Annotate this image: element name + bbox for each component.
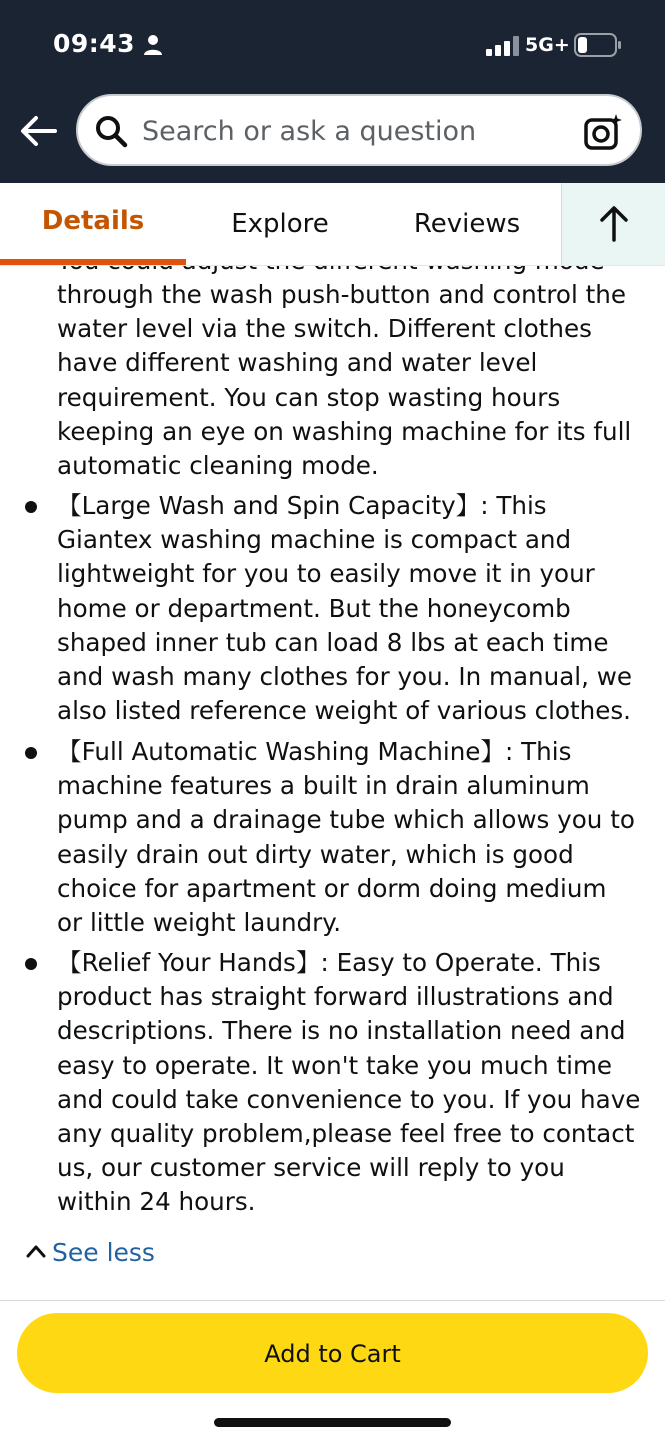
bullet-dot — [25, 747, 37, 759]
description-paragraph: through the wash push-button and control the water level via the switch. Different clothes have different washing and water level requirement. You can stop wasting hours keeping an eye on washing machine for its full automatic cleaning mode. — [57, 280, 632, 481]
network-type: 5G+ — [525, 34, 570, 56]
bullet-item-automatic: 【Full Automatic Washing Machine】: This machine features a built in drain aluminum pump and a drainage tube which allows you to easily drain out dirty water, which is good choice for apartment or dorm doing medium or little weight laundry. — [57, 737, 635, 938]
person-icon — [143, 34, 163, 56]
bottom-action-bar — [0, 1300, 665, 1441]
add-to-cart-button[interactable]: Add to Cart — [17, 1313, 648, 1393]
bullet-dot — [25, 501, 37, 513]
bullet-item-capacity: 【Large Wash and Spin Capacity】: This Giantex washing machine is compact and lightweight for you to easily move it in your home or department. But the honeycomb shaped inner tub can load 8 lbs at each time and wash many clothes for you. In manual, we also listed reference weight of various clothes. — [57, 491, 632, 726]
tab-bar — [0, 183, 665, 266]
tab-reviews[interactable]: Reviews — [413, 209, 521, 239]
search-icon — [94, 114, 128, 148]
see-less-label: See less — [52, 1238, 155, 1267]
search-input[interactable] — [76, 94, 642, 166]
chevron-up-icon — [26, 1244, 46, 1258]
camera-search-icon[interactable] — [584, 112, 624, 150]
bullet-dot — [25, 958, 37, 970]
status-time: 09:43 — [53, 29, 136, 58]
app-header — [0, 0, 665, 183]
tab-details[interactable]: Details — [41, 206, 145, 236]
battery-icon — [574, 33, 622, 57]
home-indicator — [214, 1418, 451, 1427]
scroll-to-top-button[interactable] — [561, 183, 665, 265]
active-tab-indicator — [0, 259, 186, 265]
tab-explore[interactable]: Explore — [231, 209, 329, 239]
see-less-link[interactable] — [26, 1236, 155, 1270]
back-arrow-icon[interactable] — [19, 114, 57, 148]
bullet-item-relief: 【Relief Your Hands】: Easy to Operate. This product has straight forward illustrations and descriptions. There is no installation need and easy to operate. It won't take you much time and could take convenience to you. If you have any quality problem,please feel free to contact us, our customer service will reply to you within 24 hours. — [57, 948, 641, 1217]
up-arrow-icon — [597, 205, 631, 243]
product-description — [0, 244, 665, 1304]
signal-icon — [486, 36, 520, 56]
search-placeholder: Search or ask a question — [142, 116, 477, 147]
